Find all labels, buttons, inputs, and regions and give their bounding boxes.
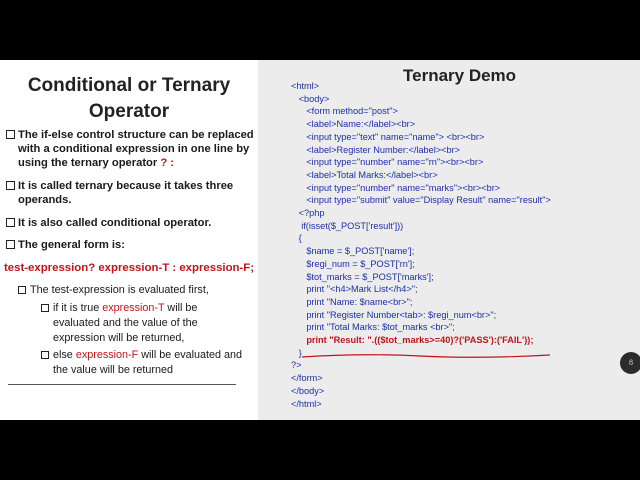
demo-title: Ternary Demo (403, 66, 517, 85)
code-line: <input type="number" name="marks"><br><br> (291, 182, 501, 193)
checkbox-bullet-icon (41, 351, 49, 359)
page-number-badge: 8 (620, 352, 640, 374)
slide-title: Conditional or Ternary Operator (27, 75, 231, 122)
divider (8, 384, 236, 385)
code-line: $tot_marks = $_POST['marks']; (291, 271, 434, 282)
code-line: <body> (291, 93, 330, 104)
code-line: <label>Name:</label><br> (291, 119, 416, 130)
sub-bullet-true: if it is true expression-T will be evaluated and the value of the expression will be returned, (53, 301, 198, 346)
code-line: print "Register Number<tab>: $regi_num<br>"; (291, 309, 497, 320)
checkbox-bullet-icon (18, 286, 26, 294)
code-line: $name = $_POST['name']; (291, 246, 415, 257)
code-line: <html> (291, 81, 320, 91)
code-line: { (291, 233, 302, 244)
code-line: print "Result: ".(($tot_marks>=40)?('PASS'):('FAIL')); (291, 335, 534, 346)
code-line: $regi_num = $_POST['rn']; (291, 258, 415, 269)
sub-bullet-else: else expression-F will be evaluated and the value will be returned (53, 348, 242, 378)
checkbox-bullet-icon (6, 181, 15, 190)
code-line: print "Total Marks: $tot_marks <br>"; (291, 322, 455, 333)
checkbox-bullet-icon (6, 218, 15, 227)
code-line: <input type="submit" value="Display Result" name="result"> (291, 195, 551, 206)
red-underline-annotation (300, 350, 560, 364)
bullet-conditional: It is also called conditional operator. (18, 216, 211, 230)
code-line: </body> (291, 385, 325, 396)
code-line: ?> (291, 360, 302, 371)
code-line: print "<h4>Mark List</h4>"; (291, 284, 418, 295)
checkbox-bullet-icon (41, 304, 49, 312)
code-line: </form> (291, 373, 323, 384)
code-line: print "Name: $name<br>"; (291, 296, 413, 307)
code-line: <?php (291, 208, 325, 219)
code-line: </html> (291, 398, 322, 409)
code-line: <form method="post"> (291, 106, 398, 117)
code-line: <input type="number" name="rn"><br><br> (291, 157, 484, 168)
code-line: } (291, 347, 302, 358)
code-line: <label>Register Number:</label><br> (291, 144, 461, 155)
code-line: if(isset($_POST['result'])) (291, 220, 404, 231)
checkbox-bullet-icon (6, 240, 15, 249)
code-line: <input type="text" name="name"> <br><br> (291, 131, 485, 142)
general-form-expression: test-expression? expression-T : expression-F; (4, 262, 255, 274)
code-line: <label>Total Marks:</label><br> (291, 169, 438, 180)
bullet-general-form: The general form is: (18, 238, 125, 252)
bullet-ifelse: The if-else control structure can be replaced with a conditional expression in one line by using the ternary operator ? : (18, 128, 254, 170)
bullet-ternary: It is called ternary because it takes three operands. (18, 179, 233, 207)
sub-bullet-evaluated: The test-expression is evaluated first, (30, 283, 209, 298)
checkbox-bullet-icon (6, 130, 15, 139)
